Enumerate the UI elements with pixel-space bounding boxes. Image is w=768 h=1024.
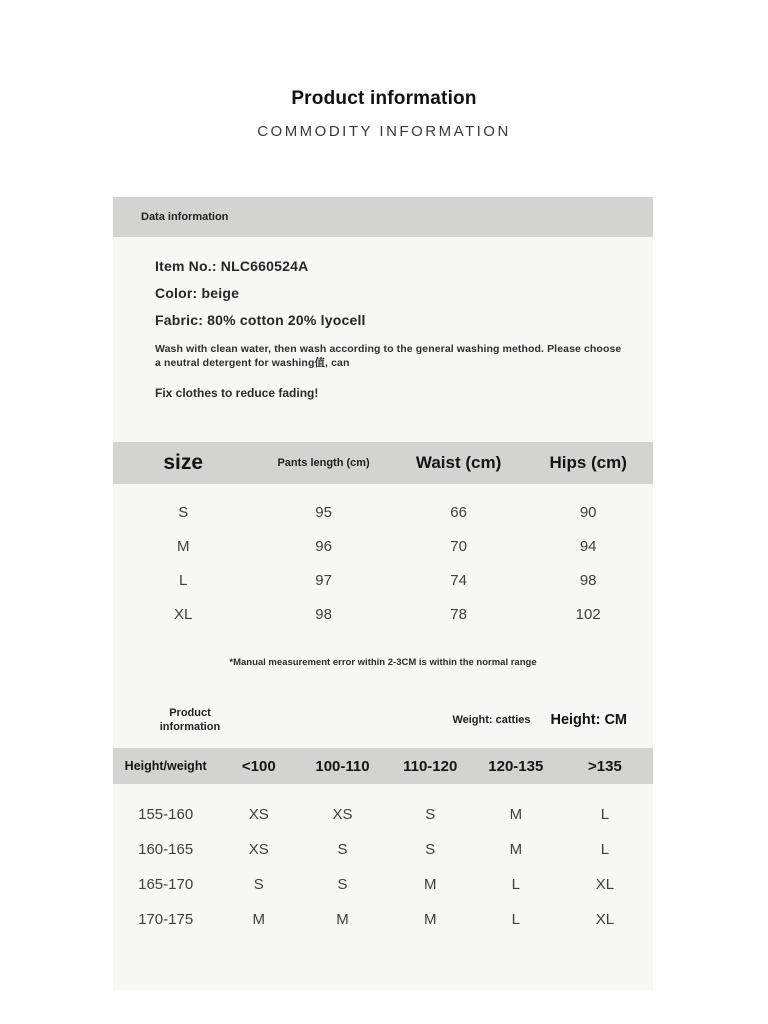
weight-unit-label: Weight: catties: [452, 714, 531, 726]
size-reco-cell: XS: [248, 806, 269, 823]
size-cell: XL: [174, 605, 193, 623]
data-information-label: Data information: [141, 211, 229, 223]
item-color: Color: beige: [155, 285, 240, 301]
measurement-note: *Manual measurement error within 2-3CM is within the normal range: [229, 657, 537, 668]
size-reco-cell: M: [423, 911, 437, 928]
size-reco-cell: XS: [332, 806, 353, 823]
pants-length-column-header: Pants length (cm): [277, 457, 370, 469]
wash-instructions-line1: Wash with clean water, then wash according to the general washing method. Please choose a neutral detergent for washing值, can: [155, 343, 622, 369]
fit-table-body: [113, 797, 653, 937]
size-cell: M: [176, 537, 190, 555]
size-table-row: [113, 495, 653, 529]
size-reco-cell: S: [337, 876, 348, 893]
value-cell: 66: [450, 503, 467, 521]
size-reco-cell: XL: [595, 911, 615, 928]
size-reco-cell: S: [425, 841, 436, 858]
fit-table-row: [113, 832, 653, 867]
size-table-row: [113, 563, 653, 597]
size-table-row: [113, 597, 653, 631]
height-range-cell: 170-175: [138, 911, 194, 928]
height-unit-label: Height: CM: [550, 712, 627, 728]
hips-column-header: Hips (cm): [549, 453, 627, 472]
size-reco-cell: XL: [595, 876, 615, 893]
size-table-body: [113, 495, 653, 631]
size-table-header: [113, 442, 653, 484]
item-details: [113, 237, 653, 400]
value-cell: 74: [450, 571, 467, 589]
data-information-bar: [113, 197, 653, 237]
weight-range-column-header: 120-135: [488, 757, 544, 775]
size-column-header: size: [163, 451, 204, 474]
size-cell: L: [179, 571, 188, 589]
value-cell: 94: [579, 537, 597, 555]
product-information-label-line1: Product: [169, 707, 211, 719]
product-information-label: [125, 706, 255, 734]
size-reco-cell: L: [600, 806, 610, 823]
page-header: [0, 88, 768, 140]
value-cell: 98: [579, 571, 597, 589]
size-cell: S: [178, 503, 189, 521]
size-table-row: [113, 529, 653, 563]
weight-range-column-header: 110-120: [403, 757, 458, 775]
fit-table-row: [113, 902, 653, 937]
content-panel: [113, 197, 653, 990]
size-reco-cell: S: [253, 876, 264, 893]
value-cell: 95: [315, 503, 332, 521]
height-range-cell: 155-160: [138, 806, 194, 823]
size-reco-cell: L: [600, 841, 610, 858]
product-information-label-line2: information: [159, 721, 221, 733]
weight-range-column-header: 100-110: [315, 757, 370, 775]
height-range-cell: 160-165: [138, 841, 194, 858]
page-title: Product information: [291, 88, 477, 109]
waist-column-header: Waist (cm): [415, 453, 502, 472]
value-cell: 70: [450, 537, 467, 555]
fit-table-header: [113, 748, 653, 784]
size-reco-cell: XS: [248, 841, 269, 858]
size-reco-cell: M: [252, 911, 266, 928]
value-cell: 96: [315, 537, 332, 555]
weight-range-column-header: <100: [241, 757, 276, 775]
height-range-cell: 165-170: [138, 876, 194, 893]
wash-instructions-line2: Fix clothes to reduce fading!: [155, 386, 319, 400]
size-reco-cell: M: [423, 876, 437, 893]
item-fabric: Fabric: 80% cotton 20% lyocell: [155, 312, 366, 328]
size-reco-cell: S: [337, 841, 348, 858]
value-cell: 90: [579, 503, 597, 521]
size-reco-cell: M: [336, 911, 349, 928]
fit-table-row: [113, 867, 653, 902]
value-cell: 102: [575, 605, 601, 623]
size-reco-cell: M: [509, 841, 523, 858]
size-reco-cell: L: [511, 911, 520, 928]
weight-range-column-header: >135: [588, 757, 622, 775]
height-weight-column-header: Height/weight: [124, 759, 207, 773]
value-cell: 97: [315, 571, 332, 589]
page-subtitle: COMMODITY INFORMATION: [257, 123, 511, 140]
item-number: Item No.: NLC660524A: [155, 258, 309, 274]
value-cell: 98: [315, 605, 332, 623]
size-reco-cell: M: [509, 806, 523, 823]
value-cell: 78: [450, 605, 467, 623]
fit-table-row: [113, 797, 653, 832]
size-reco-cell: S: [425, 806, 436, 823]
fit-section-header: [113, 706, 653, 734]
size-reco-cell: L: [511, 876, 520, 893]
